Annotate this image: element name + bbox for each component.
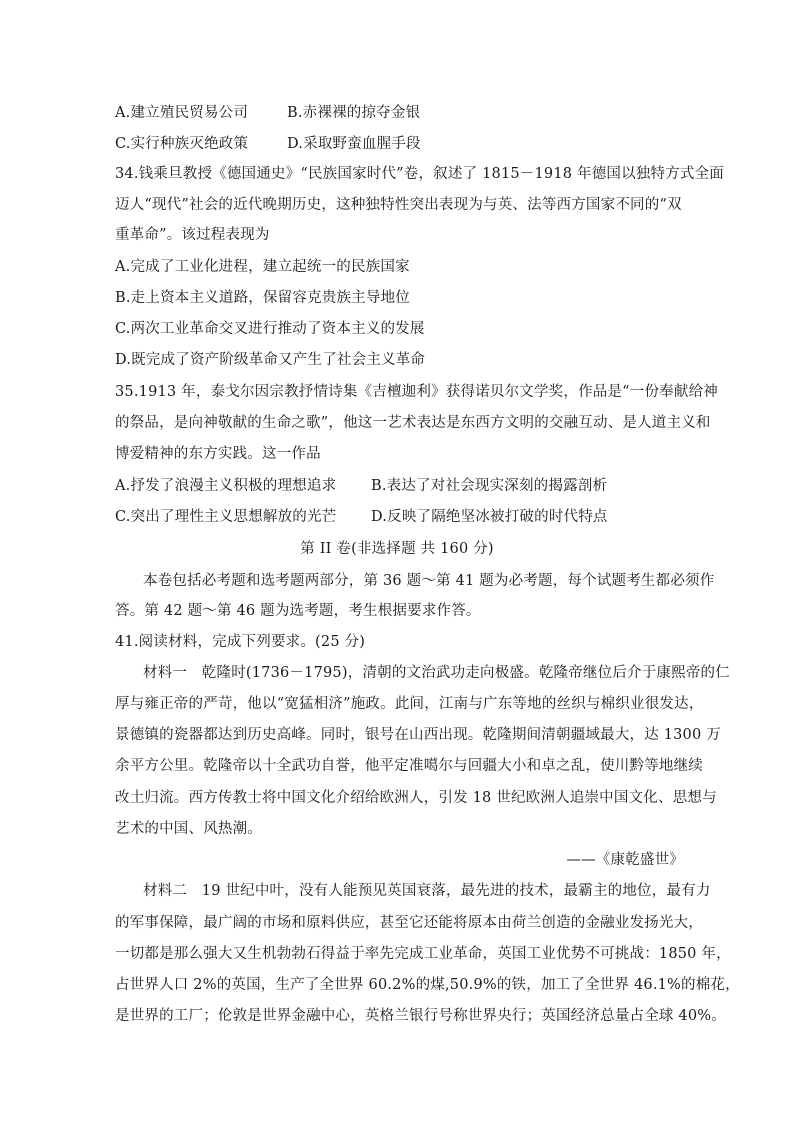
q41-stem: 41.阅读材料，完成下列要求。(25 分) (115, 634, 366, 650)
q34-option-c[interactable]: C.两次工业革命交叉进行推动了资本主义的发展 (115, 321, 425, 337)
q34-stem-line: 重革命”。该过程表现为 (115, 227, 270, 243)
q34-stem-line: 迈人“现代”社会的近代晚期历史，这种独特性突出表现为与英、法等西方国家不同的“双 (115, 197, 682, 213)
q34-option-a[interactable]: A.完成了工业化进程，建立起统一的民族国家 (115, 259, 410, 275)
material2-line: 的军事保障，最广阔的市场和原料供应，甚至它还能将原本由荷兰创造的金融业发扬光大， (115, 915, 703, 931)
q35-options-row-2 (115, 507, 608, 527)
q33-options-row-1 (115, 103, 421, 123)
q34-option-b[interactable]: B.走上资本主义道路，保留容克贵族主导地位 (115, 290, 410, 306)
q35-stem-line: 博爱精神的东方实践。这一作品 (115, 446, 321, 462)
section-intro-line: 本卷包括必考题和选考题两部分，第 36 题～第 41 题为必考题，每个试题考生都必须作 (143, 573, 715, 589)
section-intro-line: 答。第 42 题～第 46 题为选考题，考生根据要求作答。 (115, 603, 481, 619)
material1-line: 景德镇的瓷器都达到历史高峰。同时，银号在山西出现。乾隆期间清朝疆域最大，达 1300 万 (115, 727, 721, 743)
q35-stem-line: 的祭品，是向神敬献的生命之歌”，他这一艺术表达是东西方文明的交融互动、是人道主义和 (115, 415, 711, 431)
q33-options-row-2 (115, 134, 421, 154)
material1-line: 改土归流。西方传教士将中国文化介绍给欧洲人，引发 18 世纪欧洲人追崇中国文化、思想与 (115, 790, 717, 806)
material2-line: 一切都是那么强大又生机勃勃石得益于率先完成工业革命，英国工业优势不可挑战：1850 年， (115, 946, 731, 962)
material1-line: 材料一 乾隆时(1736－1795)，清朝的文治武功走向极盛。乾隆帝继位后介于康熙帝的仁 (143, 665, 730, 681)
material1-line: 余平方公里。乾隆帝以十全武功自誉，他平定准噶尔与回疆大小和卓之乱，使川黔等地继续 (115, 758, 703, 774)
q33-option-b[interactable]: B.赤裸裸的掠夺金银 (287, 105, 421, 121)
q35-option-b[interactable]: B.表达了对社会现实深刻的揭露剖析 (371, 478, 608, 494)
section-title: 第 II 卷(非选择题 共 160 分) (300, 541, 494, 557)
material1-source: ——《康乾盛世》 (566, 852, 684, 868)
q34-option-d[interactable]: D.既完成了资产阶级革命又产生了社会主义革命 (115, 352, 426, 368)
material1-line: 厚与雍正帝的严苛，他以“宽猛相济”施政。此间，江南与广东等地的丝织与棉织业很发达， (115, 696, 704, 712)
q35-option-a[interactable]: A.抒发了浪漫主义积极的理想追求 (115, 478, 337, 494)
material2-line: 占世界人口 2%的英国，生产了全世界 60.2%的煤,50.9%的铁，加工了全世界 46.1%的棉花， (115, 977, 740, 993)
q35-option-d[interactable]: D.反映了隔绝坚冰被打破的时代特点 (371, 509, 608, 525)
q35-option-c[interactable]: C.突出了理性主义思想解放的光芒 (115, 509, 337, 525)
q35-stem-line: 35.1913 年，泰戈尔因宗教抒情诗集《吉檀迦利》获得诺贝尔文学奖，作品是“一份奉献给神 (115, 384, 718, 400)
material2-line: 是世界的工厂；伦敦是世界金融中心，英格兰银行号称世界央行；英国经济总量占全球 40%。 (115, 1008, 726, 1024)
material2-line: 材料二 19 世纪中叶，没有人能预见英国衰落，最先进的技术，最霸主的地位，最有力 (143, 883, 711, 899)
q33-option-c[interactable]: C.实行种族灭绝政策 (115, 136, 249, 152)
q34-stem-line: 34.钱乘旦教授《德国通史》“民族国家时代”卷，叙述了 1815－1918 年德国以独特方式全面 (115, 166, 725, 182)
q33-option-a[interactable]: A.建立殖民贸易公司 (115, 105, 249, 121)
q35-options-row-1 (115, 476, 608, 496)
material1-line: 艺术的中国、风热潮。 (115, 821, 262, 837)
q33-option-d[interactable]: D.采取野蛮血腥手段 (287, 136, 421, 152)
